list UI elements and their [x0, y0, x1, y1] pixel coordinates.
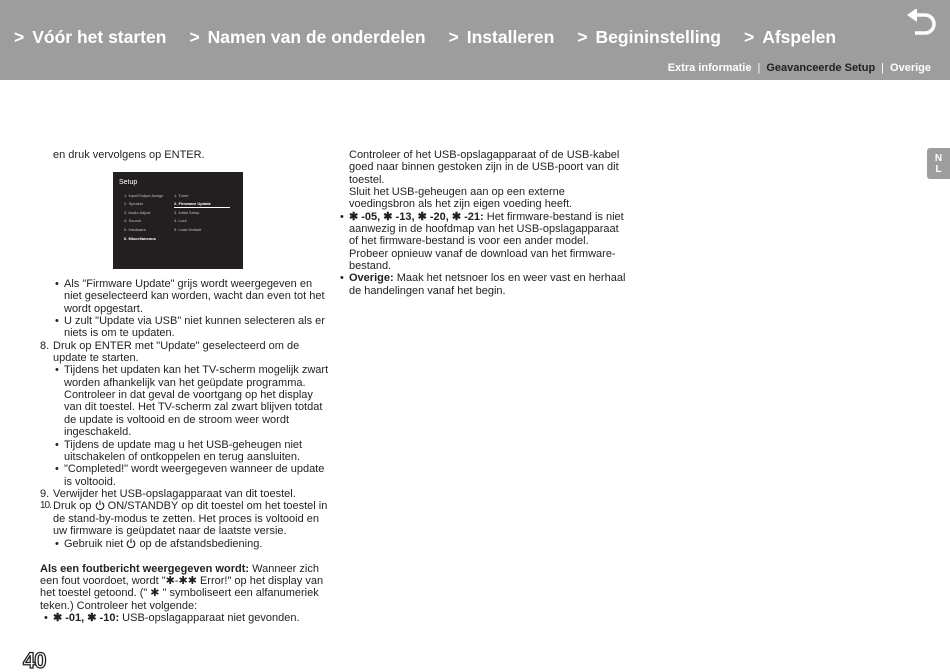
intro-text: en druk vervolgens op ENTER.: [53, 149, 205, 161]
note-text-part: op de afstandsbediening.: [139, 538, 263, 550]
setup-menu-item-selected: 6. Miscellaneous: [124, 236, 156, 241]
step-text: Druk op ENTER met "Update" geselecteerd om de: [53, 340, 300, 352]
bullet-icon: •: [55, 463, 59, 475]
setup-menu-item: 1. Input/Output Assign: [124, 193, 164, 198]
error-code: ✱ -01, ✱ -10:: [53, 612, 120, 624]
nav-label: Vóór het starten: [32, 27, 167, 47]
note-text: is voltooid.: [64, 476, 116, 488]
error-text: het toestel getoond. (" ✱ " symboliseert een alfanumeriek: [40, 587, 319, 599]
power-icon: [95, 500, 105, 510]
right-text: toestel.: [349, 174, 385, 186]
setup-submenu-item: 1. Tuner: [174, 193, 189, 198]
setup-submenu-item: 4. Lock: [174, 218, 187, 223]
page-number: 40: [23, 648, 46, 672]
note-text: worden afhankelijk van het geüpdate programma.: [64, 377, 306, 389]
note-text: niets is om te updaten.: [64, 327, 175, 339]
power-icon: [126, 538, 136, 548]
nav-begininstelling[interactable]: [577, 27, 721, 48]
error-text: teken.) Controleer het volgende:: [40, 600, 198, 612]
note-text: de update is voltooid en de stroom weer wordt: [64, 414, 290, 426]
chevron-right-icon: >: [577, 27, 588, 47]
bullet-icon: •: [55, 315, 59, 327]
note-text: van dit toestel. Het TV-scherm zal zwart blijven totdat: [64, 401, 323, 413]
note-text: ingeschakeld.: [64, 426, 132, 438]
right-text: voedingsbron als het zijn eigen voeding heeft.: [349, 198, 573, 210]
setup-menu-item: 3. Audio Adjust: [124, 210, 151, 215]
error-item: [349, 272, 625, 284]
nav-label: Namen van de onderdelen: [207, 27, 426, 47]
note-text: niet geselecteerd kan worden, wacht dan even tot het: [64, 290, 325, 302]
subnav-separator: |: [757, 62, 761, 74]
right-text: Controleer of het USB-opslagapparaat of de USB-kabel: [349, 149, 620, 161]
note-text: [64, 538, 262, 550]
error-item: [349, 211, 624, 223]
nav-installeren[interactable]: [449, 27, 555, 48]
setup-menu-item: 4. Source: [124, 218, 142, 223]
note-text: U zult "Update via USB" niet kunnen selecteren als er: [64, 315, 325, 327]
bullet-icon: •: [44, 612, 48, 624]
sub-navigation: [668, 62, 931, 74]
step-text: [53, 500, 327, 512]
bullet-icon: •: [340, 211, 344, 223]
step-number: 10.: [40, 500, 51, 511]
subnav-geavanceerde-setup[interactable]: Geavanceerde Setup: [766, 62, 876, 74]
setup-menu-item: 2. Speaker: [124, 201, 144, 206]
note-text: Tijdens de update mag u het USB-geheugen niet: [64, 439, 303, 451]
note-text: Tijdens het updaten kan het TV-scherm mogelijk zwart: [64, 364, 329, 376]
note-text: uitschakelen of ontkoppelen en terug aansluiten.: [64, 451, 301, 463]
error-description: USB-opslagapparaat niet gevonden.: [119, 612, 300, 624]
bullet-icon: •: [55, 278, 59, 290]
bullet-icon: •: [340, 272, 344, 284]
step-text: update te starten.: [53, 352, 139, 364]
bullet-icon: •: [55, 439, 59, 451]
step-text: Verwijder het USB-opslagapparaat van dit toestel.: [53, 488, 296, 500]
language-letter: N: [934, 153, 943, 164]
error-code: ✱ -05, ✱ -13, ✱ -20, ✱ -21:: [349, 211, 484, 223]
nav-label: Afspelen: [762, 27, 837, 47]
nav-namen-van-de-onderdelen[interactable]: [189, 27, 425, 48]
chevron-right-icon: >: [743, 27, 755, 47]
step-text: de stand-by-modus te zetten. Het proces is voltooid en: [53, 513, 319, 525]
nav-afspelen[interactable]: [744, 27, 836, 48]
error-text: Wanneer zich: [249, 563, 319, 575]
note-text: Als "Firmware Update" grijs wordt weergegeven en: [64, 278, 313, 290]
setup-screen-title: Setup: [119, 179, 138, 186]
language-letter: L: [935, 164, 942, 175]
chevron-right-icon: >: [448, 27, 459, 47]
undo-arrow-icon[interactable]: [906, 9, 938, 37]
chevron-right-icon: >: [14, 27, 25, 47]
error-code: Overige:: [349, 272, 394, 284]
step-text: uw firmware is geüpdatet naar de laatste versie.: [53, 525, 287, 537]
error-description: Maak het netsnoer los en weer vast en herhaal: [393, 272, 626, 284]
error-heading: Als een foutbericht weergegeven wordt:: [40, 563, 250, 575]
right-text: de handelingen vanaf het begin.: [349, 285, 506, 297]
setup-menu-item: 5. Hardware: [124, 227, 146, 232]
setup-submenu-item-selected: 2. Firmware Update: [174, 201, 211, 206]
error-item: [53, 612, 300, 624]
setup-submenu-item: 3. Initial Setup: [174, 210, 200, 215]
bullet-icon: •: [55, 538, 59, 550]
setup-selection-underline: [174, 207, 230, 208]
step-number: 8.: [40, 340, 50, 352]
bullet-icon: •: [55, 364, 59, 376]
subnav-separator: |: [881, 62, 885, 74]
right-text: of het firmware-bestand is voor een ander model.: [349, 235, 589, 247]
step-number: 9.: [40, 488, 50, 500]
top-header-bar: [0, 0, 950, 80]
nav-label: Installeren: [466, 27, 555, 47]
right-text: goed naar binnen gestoken zijn in de USB-poort van dit: [349, 161, 619, 173]
right-text: aanwezig in de hoofdmap van het USB-opslagapparaat: [349, 223, 619, 235]
subnav-extra-informatie[interactable]: Extra informatie: [667, 62, 752, 74]
note-text-part: Gebruik niet: [64, 538, 124, 550]
chevron-right-icon: >: [189, 27, 200, 47]
language-tab: [927, 148, 950, 179]
step-text-part: Druk op: [53, 500, 92, 512]
error-heading-line: [40, 563, 319, 575]
nav-label: Begininstelling: [595, 27, 721, 47]
step-text-part: ON/STANDBY op dit toestel om het toestel in: [107, 500, 328, 512]
note-text: "Completed!" wordt weergegeven wanneer de update: [64, 463, 325, 475]
error-text: een fout voordoet, wordt "✱-✱✱ Error!" op het display van: [40, 575, 324, 587]
nav-voor-het-starten[interactable]: [14, 27, 166, 48]
right-text: Sluit het USB-geheugen aan op een externe: [349, 186, 565, 198]
note-text: wordt opgestart.: [64, 303, 143, 315]
error-description: Het firmware-bestand is niet: [483, 211, 624, 223]
right-text: bestand.: [349, 260, 392, 272]
right-text: Probeer opnieuw vanaf de download van het firmware-: [349, 248, 616, 260]
note-text: Controleer in dat geval de voortgang op het display: [64, 389, 313, 401]
section-navigation: [14, 27, 859, 48]
subnav-overige[interactable]: Overige: [890, 62, 931, 74]
setup-submenu-item: 5. Load Default: [174, 227, 202, 232]
